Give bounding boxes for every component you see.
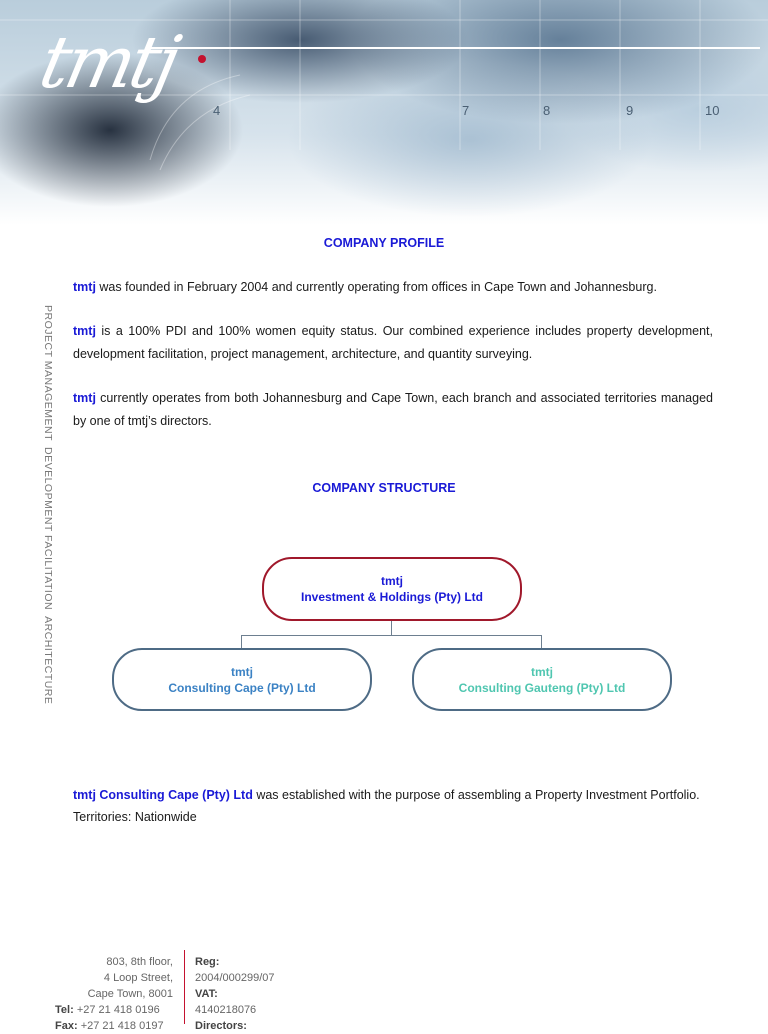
tel-label: Tel: — [55, 1004, 74, 1016]
company-structure-heading: COMPANY STRUCTURE — [312, 481, 456, 495]
org-connector — [541, 635, 542, 648]
reg-value: 2004/000299/07 — [195, 972, 275, 984]
footer — [0, 950, 768, 1032]
org-child-cape-box — [112, 648, 372, 711]
tel-value: +27 21 418 0196 — [76, 1004, 160, 1016]
side-item-project-management: PROJECT MANAGEMENT — [42, 305, 54, 441]
org-child-gauteng-box — [412, 648, 672, 711]
scale-number: 4 — [213, 103, 221, 118]
description-paragraph — [73, 784, 713, 807]
territories-text: Territories: Nationwide — [73, 810, 197, 824]
vat-value: 4140218076 — [195, 1004, 257, 1016]
org-connector — [391, 621, 392, 635]
vat-label: VAT: — [195, 988, 218, 1000]
profile-paragraph — [73, 320, 713, 365]
org-child-line2: Consulting Cape (Pty) Ltd — [168, 680, 316, 695]
header-rule — [150, 47, 760, 49]
org-connector — [241, 635, 542, 636]
address-line: 803, 8th floor, — [106, 956, 173, 968]
org-child-line1: tmtj — [531, 664, 553, 679]
scale-number: 8 — [543, 103, 551, 118]
logo-dot — [198, 55, 206, 63]
scale-number: 10 — [705, 103, 720, 118]
company-profile-heading: COMPANY PROFILE — [323, 236, 445, 250]
side-services — [40, 305, 56, 705]
side-item-architecture: ARCHITECTURE — [42, 616, 54, 705]
org-parent-box — [262, 557, 522, 621]
footer-contacts — [55, 1002, 164, 1034]
company-logo: tmtj — [33, 20, 184, 104]
footer-divider — [184, 950, 185, 1024]
header-banner — [0, 0, 768, 225]
org-connector — [241, 635, 242, 648]
org-parent-line2: Investment & Holdings (Pty) Ltd — [300, 590, 483, 604]
paragraph-text: was founded in February 2004 and currently operating from offices in Cape Town and Johannesburg. — [95, 280, 657, 294]
fax-value: +27 21 418 0197 — [80, 1020, 164, 1032]
paragraph-text: was established with the purpose of assembling a Property Investment Portfolio. — [252, 788, 700, 802]
footer-registration — [195, 954, 275, 1034]
scale-number: 9 — [626, 103, 634, 118]
paragraph-text: is a 100% PDI and 100% women equity status. Our combined experience includes property development, development facilitation, project management, architecture, and quantity surveying. — [73, 324, 713, 361]
directors-label: Directors: — [195, 1020, 247, 1032]
fax-label: Fax: — [55, 1020, 78, 1032]
side-item-development-facilitation: DEVELOPMENT FACILITATION — [42, 446, 54, 611]
footer-address — [60, 954, 173, 1002]
brand-name: tmtj — [73, 280, 96, 294]
org-child-line1: tmtj — [231, 664, 253, 679]
brand-name: tmtj — [73, 391, 96, 405]
brand-name: tmtj — [73, 324, 96, 338]
address-line: 4 Loop Street, — [103, 972, 173, 984]
paragraph-text: currently operates from both Johannesburg and Cape Town, each branch and associated territories managed by one of tmtj’s directors. — [73, 391, 713, 428]
reg-label: Reg: — [195, 956, 220, 968]
profile-paragraph — [73, 387, 713, 432]
scale-number: 7 — [462, 103, 470, 118]
org-child-line2: Consulting Gauteng (Pty) Ltd — [458, 680, 626, 695]
address-line: Cape Town, 8001 — [87, 988, 173, 1000]
brand-name: tmtj Consulting Cape (Pty) Ltd — [73, 788, 253, 802]
profile-paragraph — [73, 276, 713, 299]
org-parent-line1: tmtj — [381, 574, 403, 588]
